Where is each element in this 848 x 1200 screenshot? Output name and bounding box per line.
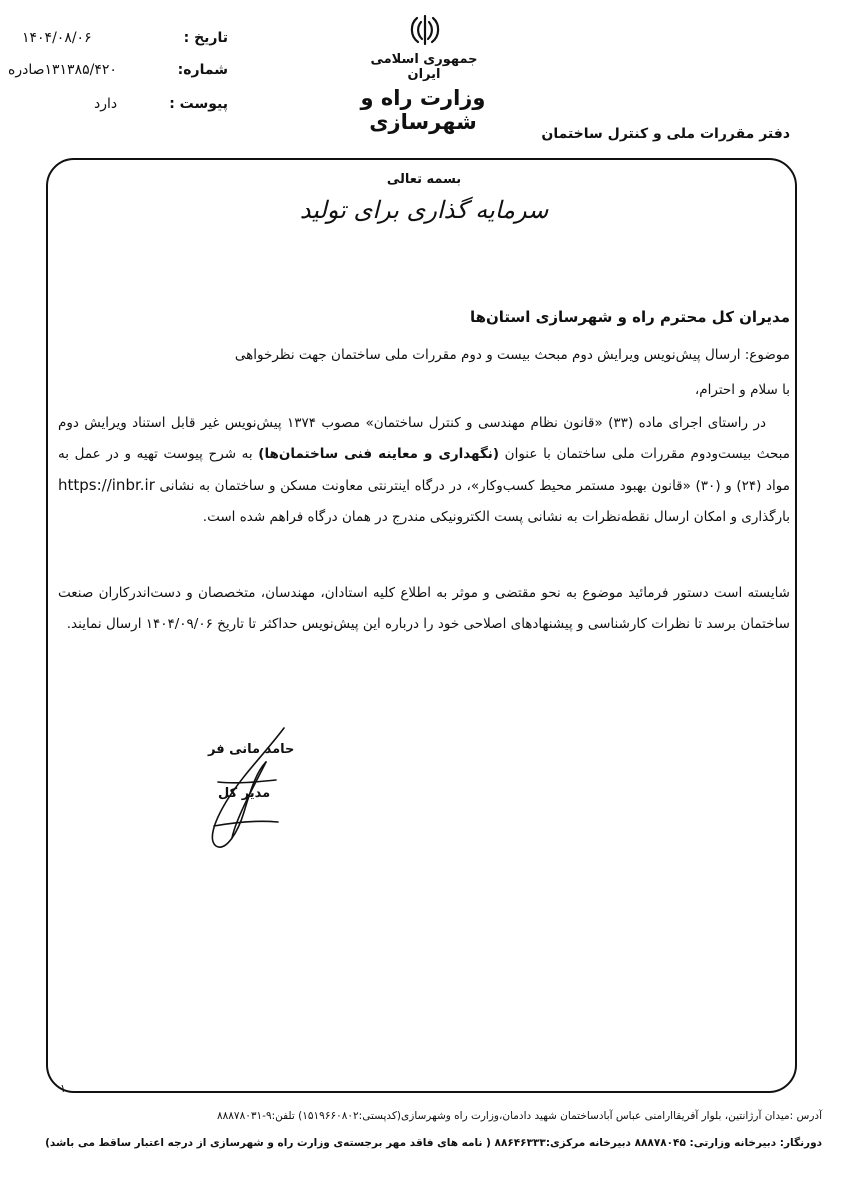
para1-text-a: در راستای اجرای ماده (۳۳) «قانون نظام مهندسی و کنترل ساختمان» مصوب ۱۳۷۴ پیش‌نویس غیر قابل استناد ویرایش دوم مبحث بیست‌ودوم مقررات ملی ساختمان با عنوان: [58, 415, 790, 462]
meta-date: [22, 30, 228, 54]
attachment-label: پیوست :: [169, 96, 228, 112]
para1-text-b: به شرح پیوست تهیه و در عمل به مواد (۲۴) و (۳۰) «قانون بهبود مستمر محیط کسب‌وکار»، در درگاه اینترنتی معاونت مسکن و ساختمان به نشانی: [58, 446, 791, 494]
body-paragraph-2: شایسته است دستور فرمائید موضوع به نحو مقتضی و موثر به اطلاع کلیه استادان، مهندسان، متخصصان و دست‌اندرکاران صنعت ساختمان برسد تا نظرات کارشناسی و پیشنهادهای اصلاحی خود را درباره این پیش‌نویس حداکثر تا تاریخ ۱۴۰۴/۰۹/۰۶ ارسال نمایند.: [58, 585, 790, 632]
para1-text-c: بارگذاری و امکان ارسال نقطه‌نظرات به نشانی پست الکترونیکی مندرج در همان درگاه فراهم شده است.: [202, 509, 790, 525]
meta-number: [8, 62, 228, 86]
page-number: ۱: [60, 1082, 66, 1095]
signer-name: حامد مانی فر: [208, 742, 295, 757]
subject-line: موضوع: ارسال پیش‌نویس ویرایش دوم مبحث بیست و دوم مقررات ملی ساختمان جهت نظرخواهی: [234, 347, 790, 363]
footer-address: آدرس :میدان آرژانتین، بلوار آفریقاارامنی عباس آبادساختمان شهید دادمان،وزارت راه وشهرسازی(کدپستی:۱۵۱۹۶۶۰۸۰۲) تلفن:۹-۸۸۸۷۸۰۳۱: [217, 1110, 822, 1122]
meta-attachment: [22, 96, 228, 120]
signer-title: مدیر کل: [218, 786, 271, 801]
attachment-value: دارد: [94, 96, 118, 112]
date-value: ۱۴۰۴/۰۸/۰۶: [22, 30, 92, 46]
footer-fax: دورنگار: دبیرخانه وزارتی: ۸۸۸۷۸۰۴۵ دبیرخانه مرکزی:۸۸۶۴۶۳۳۳ ( نامه های فاقد مهر برجسته‌ی وزارت راه و شهرسازی از درجه اعتبار ساقط می باشد): [45, 1137, 822, 1149]
number-value: ۱۳۱۳۸۵/۴۲۰صادره: [8, 62, 117, 78]
ministry-name: وزارت راه و شهرسازی: [360, 86, 486, 134]
office-name: دفتر مقررات ملی و کنترل ساختمان: [541, 126, 790, 142]
para1-bold-title: (نگهداری و معاینه فنی ساختمان‌ها): [258, 446, 500, 462]
number-label: شماره:: [177, 62, 228, 78]
motto-calligraphy: سرمایه گذاری برای تولید: [299, 196, 549, 224]
website-link[interactable]: https://inbr.ir: [58, 476, 155, 494]
date-label: تاریخ :: [183, 30, 228, 46]
republic-name: جمهوری اسلامی ایران: [370, 52, 478, 82]
addressee: مدیران کل محترم راه و شهرسازی استان‌ها: [469, 308, 790, 326]
greeting: با سلام و احترام،: [694, 382, 790, 398]
basmala: بسمه تعالی: [386, 172, 462, 187]
iran-emblem-icon: [407, 12, 443, 48]
body-paragraph-1: [58, 408, 790, 533]
